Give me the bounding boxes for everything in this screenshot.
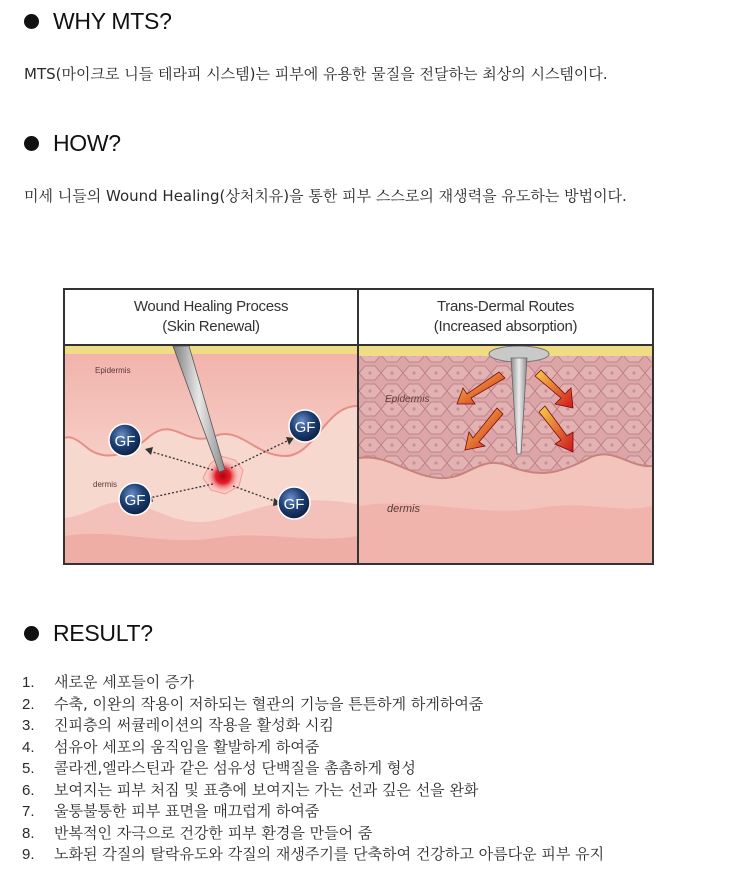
list-text: 노화된 각질의 탈락유도와 각질의 재생주기를 단축하여 건강하고 아름다운 피부 유지 (54, 845, 605, 863)
gf-molecule-icon (119, 483, 151, 515)
gf-molecule-icon (289, 410, 321, 442)
list-text: 진피층의 써큘레이션의 작용을 활성화 시킴 (54, 716, 334, 734)
result-list (22, 672, 722, 866)
gf-label: GF (114, 433, 136, 450)
list-number: 8. (22, 824, 35, 842)
figure-right-title: Trans-Dermal Routes (436, 298, 575, 315)
list-item (22, 844, 722, 866)
mts-figure (63, 288, 654, 565)
gf-label: GF (283, 496, 305, 513)
right-epidermis-label: Epidermis (385, 394, 430, 405)
gf-molecule-icon (109, 424, 141, 456)
figure-left-caption (65, 290, 357, 344)
bullet-icon (24, 626, 39, 641)
list-item (22, 715, 722, 737)
list-item (22, 780, 722, 802)
list-number: 2. (22, 695, 35, 713)
list-text: 수축, 이완의 작용이 저하되는 혈관의 기능을 튼튼하게 하게하여줌 (54, 694, 484, 713)
list-text: 새로운 세포들이 증가 (54, 673, 194, 691)
list-item (22, 694, 722, 716)
why-heading (24, 8, 172, 35)
list-text: 섬유아 세포의 움직임을 활발하게 하여줌 (54, 737, 320, 756)
gf-molecule-icon (278, 487, 310, 519)
list-number: 5. (22, 760, 35, 777)
list-number: 4. (22, 738, 35, 756)
figure-left-subtitle: (Skin Renewal) (162, 318, 260, 335)
left-dermis-label: dermis (93, 480, 118, 489)
list-text: 보여지는 피부 처짐 및 표층에 보여지는 가는 선과 깊은 선을 완화 (54, 780, 479, 799)
list-text: 반복적인 자극으로 건강한 피부 환경을 만들어 줌 (54, 823, 373, 842)
list-item (22, 823, 722, 845)
bullet-icon (24, 136, 39, 151)
result-title: RESULT? (53, 620, 153, 646)
list-number: 6. (22, 781, 35, 799)
gf-label: GF (124, 492, 146, 509)
how-title: HOW? (53, 130, 121, 156)
bullet-icon (24, 14, 39, 29)
how-heading (24, 130, 121, 157)
gf-label: GF (294, 419, 316, 436)
why-title: WHY MTS? (53, 8, 172, 34)
wound-healing-illustration (65, 346, 357, 563)
how-text: 미세 니들의 Wound Healing(상처치유)을 통한 피부 스스로의 재생력을 유도하는 방법이다. (24, 187, 627, 205)
list-number: 7. (22, 803, 35, 820)
list-text: 울퉁불퉁한 피부 표면을 매끄럽게 하여줌 (54, 802, 320, 820)
trans-dermal-illustration (359, 346, 652, 563)
list-item (22, 758, 722, 780)
why-text: MTS(마이크로 니들 테라피 시스템)는 피부에 유용한 물질을 전달하는 최상의 시스템이다. (24, 65, 608, 83)
left-epidermis-label: Epidermis (95, 366, 131, 375)
list-number: 3. (22, 717, 35, 734)
list-number: 1. (22, 674, 35, 691)
figure-left-title: Wound Healing Process (133, 298, 289, 315)
result-heading (24, 620, 153, 647)
list-number: 9. (22, 846, 35, 863)
figure-right-subtitle: (Increased absorption) (433, 318, 578, 335)
list-item (22, 672, 722, 694)
right-dermis-label: dermis (387, 503, 421, 515)
list-item (22, 801, 722, 823)
list-text: 콜라겐,엘라스틴과 같은 섬유성 단백질을 촘촘하게 형성 (54, 759, 416, 777)
figure-right-caption (359, 290, 652, 344)
list-item (22, 737, 722, 759)
